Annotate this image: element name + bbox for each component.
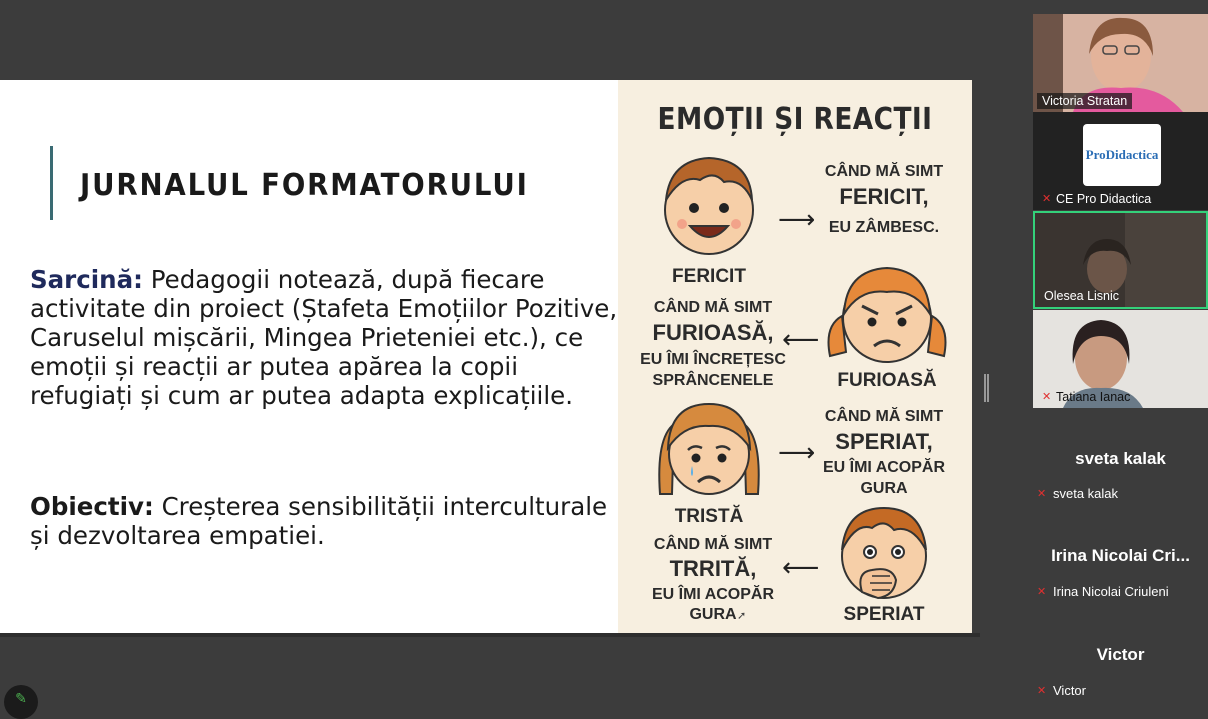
participant-tile-victor[interactable]: ✕ Victor: [1037, 683, 1086, 698]
participant-tile-victoria[interactable]: [1033, 14, 1208, 112]
participant-big-name-irina: Irina Nicolai Cri...: [1051, 546, 1190, 565]
r1-label: FERICIT: [672, 266, 746, 287]
participant-tile-prodidactica[interactable]: [1033, 112, 1208, 210]
slide-shadow: [0, 633, 980, 637]
r3-line-d: GURA: [860, 480, 908, 497]
r3-label: TRISTĂ: [674, 506, 744, 527]
mic-muted-icon: ✕: [1037, 585, 1047, 598]
r2-line-b: FURIOASĂ,: [652, 320, 774, 345]
happy-boy-face-icon: [654, 148, 764, 260]
arrow-right-2: ⟶: [778, 438, 816, 468]
r2-line-c: EU ÎMI ÎNCREȚESC: [640, 351, 786, 368]
r2-line-a: CÂND MĂ SIMT: [653, 299, 773, 316]
participant-name: ✕ Tatiana Ianac: [1042, 390, 1131, 404]
arrow-left-2: ⟵: [782, 553, 820, 583]
prodidactica-logo: ProDidactica: [1083, 124, 1161, 186]
task-label: Sarcină:: [30, 265, 143, 294]
participant-tile-irina[interactable]: ✕ Irina Nicolai Criuleni: [1037, 584, 1169, 599]
slide-title: JURNALUL FORMATORULUI: [80, 168, 529, 203]
participant-name: Olesea Lisnic: [1044, 289, 1120, 303]
panel-resize-handle[interactable]: [984, 374, 989, 402]
shared-slide: [0, 80, 972, 635]
r3-line-b: SPERIAT,: [835, 429, 933, 454]
r2-label: FURIOASĂ: [837, 370, 937, 391]
arrow-left-1: ⟵: [782, 325, 820, 355]
objective-paragraph: [30, 492, 620, 550]
angry-girl-face-icon: [824, 256, 950, 368]
participant-tile-olesea[interactable]: [1033, 211, 1208, 309]
participant-big-name-sveta: sveta kalak: [1075, 449, 1166, 468]
arrow-right-1: ⟶: [778, 205, 816, 235]
annotate-pen-icon[interactable]: ✎: [4, 685, 38, 719]
objective-text: Creșterea sensibilității interculturale și dezvoltarea empatiei.: [30, 492, 608, 550]
task-text: Pedagogii notează, după fiecare activitate din proiect (Ștafeta Emoțiilor Pozitive, Caruselul mișcării, Mingea Prieteniei etc.), ce emoții și reacții ar putea apărea la copii refugiați și cum ar putea adapta explicațiile.: [30, 265, 618, 410]
r1-line-a: CÂND MĂ SIMT: [824, 163, 944, 180]
r4-line-c: EU ÎMI ACOPĂR: [651, 586, 775, 603]
mouse-cursor-icon: ➚: [737, 609, 747, 622]
poster-title: EMOȚII ȘI REACȚII: [657, 102, 933, 137]
r4-line-a: CÂND MĂ SIMT: [653, 536, 773, 553]
r1-line-b: FERICIT,: [839, 184, 929, 209]
r3-line-a: CÂND MĂ SIMT: [824, 408, 944, 425]
title-accent-bar: [50, 146, 53, 220]
task-paragraph: [30, 265, 620, 410]
emotions-poster: [618, 80, 972, 635]
sad-girl-face-icon: [654, 398, 764, 498]
r2-line-d: SPRÂNCENELE: [652, 372, 774, 389]
mic-muted-icon: ✕: [1037, 684, 1047, 697]
r4-line-b: TRRITĂ,: [669, 556, 757, 581]
mic-muted-icon: ✕: [1037, 487, 1047, 500]
participant-big-name-victor: Victor: [1096, 645, 1145, 664]
r3-line-c: EU ÎMI ACOPĂR: [822, 459, 946, 476]
objective-label: Obiectiv:: [30, 492, 154, 521]
scared-boy-face-icon: [832, 500, 936, 602]
r1-line-c: EU ZÂMBESC.: [828, 219, 940, 236]
mic-muted-icon: ✕: [1042, 193, 1052, 205]
r4-line-d: GURA: [689, 606, 737, 623]
mic-muted-icon: ✕: [1042, 391, 1052, 403]
r4-label: SPERIAT: [843, 604, 925, 625]
participant-name: ✕ CE Pro Didactica: [1042, 192, 1152, 206]
participant-name: Victoria Stratan: [1037, 93, 1132, 109]
participant-tile-tatiana[interactable]: [1033, 310, 1208, 408]
participant-tile-sveta[interactable]: ✕ sveta kalak: [1037, 486, 1119, 501]
